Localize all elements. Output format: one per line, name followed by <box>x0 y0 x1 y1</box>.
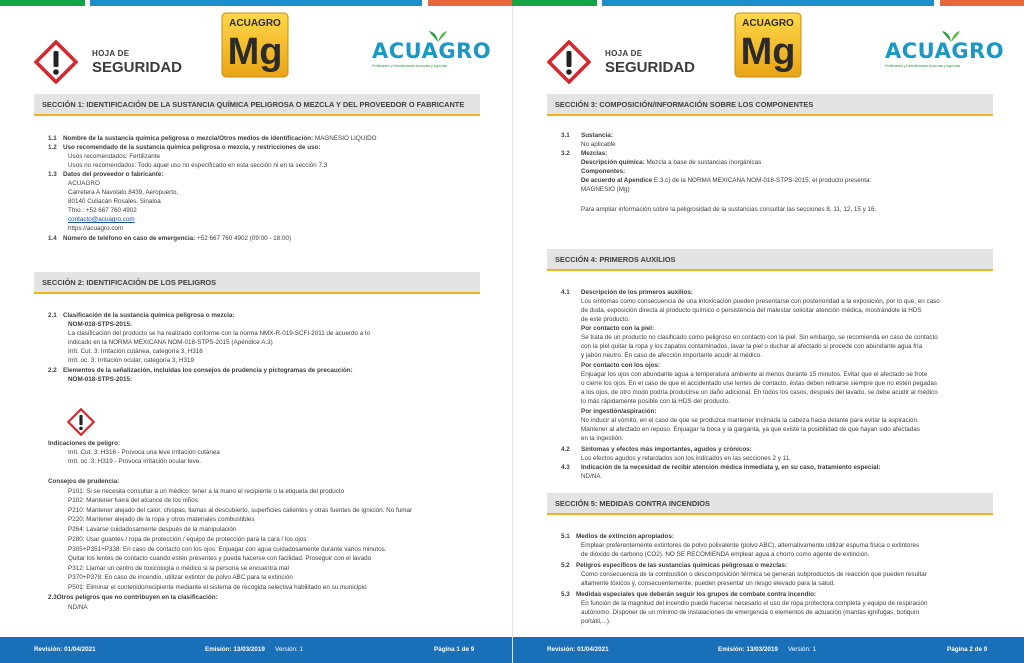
item-number: 1.1 <box>48 135 57 142</box>
item-5-3-text: autónomo. Disponer de un mínimo de instalaciones de emergencia o elementos de actuación (mantas ignífugas, botiquín <box>581 609 920 616</box>
item-1-4: Número de teléfono en caso de emergencia: +52 667 760 4902 (09:00 - 18:00) <box>63 235 292 242</box>
item-1-1-label: Nombre de la sustancia química peligrosa o mezcla/Otros medios de identificación: <box>63 135 314 142</box>
item-2-2-label: Elementos de la señalización, incluidas los consejos de prudencia y pictogramas de precaución: <box>63 367 353 374</box>
acuagro-logo <box>372 39 492 80</box>
skin-contact-text: y jabón neutro. En caso de afección importante acudir al médico. <box>581 352 762 359</box>
section-5-header <box>547 493 993 515</box>
acuagro-tagline: Fertilizantes y Desinfectantes Acuícolas y Agrícolas <box>372 64 448 68</box>
leaf-icon <box>428 30 448 42</box>
footer-page: Página 1 de 9 <box>434 646 475 653</box>
item-5-2-text: Como consecuencia de la combustión o descomposición térmica se generan subproductos de reacción que pueden resultar <box>581 571 927 578</box>
item-5-3-text: En función de la magnitud del incendio puede hacerse necesario el uso de ropa protectora completa y equipo de respiración <box>581 600 928 607</box>
item-1-3-label: Datos del proveedor o fabricante: <box>63 171 164 178</box>
eye-contact-text: Enjuagar los ojos con abundante agua a temperatura ambiente al menos durante 15 minutos. Evitar que el afectado se frote <box>581 371 928 378</box>
section-3-header <box>547 94 993 116</box>
acuagro-brand: ACUAGRO <box>372 39 492 63</box>
supplier-name: ACUAGRO <box>68 180 100 187</box>
footer-emission: Emisión: 13/03/2019 <box>205 646 265 653</box>
item-2-1-c: Irrit. Cut. 3: Irritación cutánea, categoría 3, H316 <box>68 348 203 355</box>
section-3-title: SECCIÓN 3: COMPOSICIÓN/INFORMACIÓN SOBRE LOS COMPONENTES <box>555 100 814 109</box>
advice-item: P101: Si se necesita consultar a un médico: tener a la mano el recipiente o la etiqueta del producto <box>68 488 345 495</box>
header-title <box>92 50 182 75</box>
skin-contact-label: Por contacto con la piel: <box>581 325 655 332</box>
mg-logo-top-text: ACUAGRO <box>229 18 281 29</box>
header-title-line2: SEGURIDAD <box>92 59 183 76</box>
advice-item: P305+P351+P338: En caso de contacto con los ojos: Enjuagar con agua cuidadosamente durante varios minutos. <box>68 546 387 553</box>
item-1-2-label: Uso recomendado de la sustancia química peligrosa o mezcla, y restricciones de uso: <box>63 144 321 151</box>
item-number: 1.2 <box>48 144 57 151</box>
exclamation-diamond-icon <box>67 408 95 436</box>
leaf-icon <box>941 30 961 42</box>
advice-item: P220: Mantener alejado de la ropa y otros materiales combustibles <box>68 516 255 523</box>
section-1-header <box>34 94 480 116</box>
item-2-3-value: ND/NA <box>68 604 88 611</box>
eye-contact-text: a los ojos, de otro modo podría producirse un daño adicional. En todos los casos, después del lavado, se debe acudir al médico <box>581 389 938 396</box>
section-2-title: SECCIÓN 2: IDENTIFICACIÓN DE LOS PELIGROS <box>42 278 217 287</box>
item-4-3-value: ND/NA <box>581 473 601 480</box>
item-2-1-b: indicado en la NORMA MEXICANA NOM-018-STPS-2015 (Apéndice A.3) <box>68 339 273 346</box>
header-title-line2: SEGURIDAD <box>605 59 696 76</box>
first-aid-intro: de duda, exposición directa al producto químico o persistencia del malestar solicitar atención médica, mostrándole la HDS <box>581 307 922 314</box>
item-4-1-label: Descripción de los primeros auxilios: <box>581 289 693 296</box>
item-5-1-label: Medios de extinción apropiados: <box>576 533 674 540</box>
supplier-email-link[interactable]: contacto@acuagro.com <box>68 216 135 223</box>
advice-item: P280: Usar guantes / ropa de protección / equipo de protección para la cara / los ojos <box>68 536 307 543</box>
item-number: 5.1 <box>561 533 570 540</box>
item-2-1-std: NOM-018-STPS-2015: <box>68 321 133 328</box>
item-5-1-text: Emplear preferentemente extintores de polvo polivalente (polvo ABC), alternativamente utilizar espuma física o extintores <box>581 542 920 549</box>
hazard-indications-label: Indicaciones de peligro: <box>48 440 121 447</box>
advice-item: P264: Lavarse cuidadosamente después de la manipulación <box>68 526 237 533</box>
advice-item: Quitar los lentes de contacto cuando estén presentes y pueda hacerse con facilidad. Proseguir con el lavado <box>68 555 372 562</box>
mg-product-logo <box>221 12 289 78</box>
footer-revision: Revisión: 01/04/2021 <box>34 646 96 653</box>
item-1-1-value: MAGNESIO LIQUIDO <box>314 135 377 142</box>
item-3-2-label: Mezclas: <box>581 150 608 157</box>
item-2-1-d: Irrit. oc. 3: Irritación ocular, categoría 3, H319 <box>68 357 194 364</box>
item-3-1-value: No aplicable <box>581 141 616 148</box>
item-number: 3.1 <box>561 132 570 139</box>
page-1 <box>0 6 512 663</box>
advice-item: P312: Llamar un centro de toxicología o médico si la persona se encuentra mal <box>68 565 289 572</box>
item-number: 4.1 <box>561 289 570 296</box>
item-3-1-label: Sustancia: <box>581 132 613 139</box>
ingestion-text: en la ingestión. <box>581 435 624 442</box>
section-4-header <box>547 249 993 271</box>
advice-item: P501: Eliminar el contenido/recipiente mediante el sistema de recogida selectiva habilitado en su municipio <box>68 584 367 591</box>
ingestion-text: No inducir al vómito, en el caso de que se produzca mantener inclinada la cabeza hacia delante para evitar la aspiración. <box>581 417 919 424</box>
item-number: 5.3 <box>561 591 570 598</box>
section-5-title: SECCIÓN 5: MEDIDAS CONTRA INCENDIOS <box>555 499 710 508</box>
hazard-indication-a: Irrit. Cut. 3: H316 - Provoca una leve irritación cutánea <box>68 449 220 456</box>
first-aid-intro: Los síntomas como consecuencia de una intoxicación pueden presentarse con posterioridad a la exposición, por lo que, en caso <box>581 298 940 305</box>
exclamation-diamond-icon <box>547 40 591 84</box>
mg-product-logo <box>734 12 802 78</box>
eye-contact-label: Por contacto con los ojos: <box>581 362 661 369</box>
supplier-address-1: Carretera A Navolato 8439, Aeropuerto, <box>68 189 179 196</box>
skin-contact-text: con la piel quitar la ropa y los zapatos contaminados, lavar la piel o duchar al afectado si procede con abundante agua fría <box>581 343 923 350</box>
item-number: 4.2 <box>561 446 570 453</box>
acuagro-brand: ACUAGRO <box>885 39 1005 63</box>
components-label: Componentes: <box>581 168 626 175</box>
item-4-2-label: Síntomas y efectos más importantes, agudos y crónicos: <box>581 446 752 453</box>
exclamation-diamond-icon <box>34 40 78 84</box>
mg-logo-symbol: Mg <box>740 31 796 73</box>
footer-version: Versión: 1 <box>275 646 304 653</box>
item-4-3-label: Indicación de la necesidad de recibir atención médica inmediata y, en su caso, tratamiento especial: <box>581 464 881 471</box>
item-number: 5.2 <box>561 562 570 569</box>
section-4-title: SECCIÓN 4: PRIMEROS AUXILIOS <box>555 255 676 264</box>
eye-contact-text: o cierre los ojos. En el caso de que el accidentado use lentes de contacto, éstas deben retirarse siempre que no estén pegadas <box>581 380 937 387</box>
advice-item: P370+P378: En caso de incendio, utilizar extintor de polvo ABC para la extinción <box>68 574 293 581</box>
page-2 <box>512 6 1024 663</box>
item-2-2-std: NOM-018-STPS-2015: <box>68 376 133 383</box>
footer-revision: Revisión: 01/04/2021 <box>547 646 609 653</box>
footer-version: Versión: 1 <box>788 646 817 653</box>
acuagro-tagline: Fertilizantes y Desinfectantes Acuícolas y Agrícolas <box>885 64 961 68</box>
precautionary-advice-label: Consejos de prudencia: <box>48 478 120 485</box>
more-info-note: Para ampliar información sobre la peligrosidad de la sustancias consultar las secciones 8, 11, 12, 15 y 16. <box>581 206 877 213</box>
header-title-line1: HOJA DE <box>92 49 130 58</box>
acuagro-logo <box>885 39 1005 80</box>
section-1-title: SECCIÓN 1: IDENTIFICACIÓN DE LA SUSTANCIA QUÍMICA PELIGROSA O MEZCLA Y DEL PROVEEDOR O FABRICANTE <box>42 100 465 109</box>
supplier-website[interactable]: https://acuagro.com <box>68 225 124 232</box>
skin-contact-text: Se trata de un producto no clasificado como peligroso en contacto con la piel. Sin embargo, se recomienda en caso de contacto <box>581 334 938 341</box>
supplier-phone: Tfno.: +52 667 760 4902 <box>68 207 137 214</box>
item-5-2-text: altamente tóxicos y, consecuentemente, pueden presentar un riesgo elevado para la salud. <box>581 580 836 587</box>
hazard-indication-b: Irrit. oc. 3: H319 - Provoca irritación ocular leve. <box>68 458 201 465</box>
item-number: 4.3 <box>561 464 570 471</box>
item-2-1-a: La clasificación del producto se ha realizado conforme con la norma NMX-R-019-SCFI-2011 de acuerdo a lo <box>68 330 370 337</box>
eye-contact-text: lo más rápidamente posible con la HDS del producto. <box>581 398 730 405</box>
advice-item: P102: Mantener fuera del alcance de los niños <box>68 497 198 504</box>
supplier-address-2: 80140 Culiacán Rosales, Sinaloa <box>68 198 161 205</box>
first-aid-intro: de este producto. <box>581 316 630 323</box>
item-5-1-text: de dióxido de carbono (CO2). NO SE RECOMIENDA emplear agua a chorro como agente de extinción. <box>581 551 870 558</box>
item-4-2-value: Los efectos agudos y retardados son los indicados en las secciones 2 y 11. <box>581 455 791 462</box>
item-5-2-label: Peligros específicos de las sustancias químicas peligrosas o mezclas: <box>576 562 788 569</box>
header-title-line1: HOJA DE <box>605 49 643 58</box>
item-1-2-b: Usos no recomendados: Todo aquel uso no especificado en esta sección ni en la sección 7.3 <box>68 162 328 169</box>
footer-emission: Emisión: 13/03/2019 <box>718 646 778 653</box>
section-2-header <box>34 272 480 294</box>
item-number: 1.3 <box>48 171 57 178</box>
item-number: 3.2 <box>561 150 570 157</box>
item-1-2-a: Usos recomendados: Fertilizante <box>68 153 161 160</box>
item-5-3-text: portátil,...). <box>581 618 611 625</box>
advice-item: P210: Mantener alejado del calor, chispas, llamas al descubierto, superficies calientes y otras fuentes de ignición. No fumar <box>68 507 413 514</box>
header-title <box>605 50 695 75</box>
page-1-footer <box>0 637 512 663</box>
ingestion-label: Por ingestión/aspiración: <box>581 408 657 415</box>
item-number: 2.1 <box>48 312 57 319</box>
mg-logo-top-text: ACUAGRO <box>742 18 794 29</box>
page-2-footer <box>513 637 1024 663</box>
component-mg: MAGNESIO (Mg) <box>581 186 630 193</box>
item-1-1 <box>63 135 377 143</box>
ingestion-text: Mantener al afectado en reposo. Enjuagar la boca y la garganta, ya que existe la posibilidad de que hayan sido afectadas <box>581 426 920 433</box>
mg-logo-symbol: Mg <box>227 31 283 73</box>
item-number: 2.2 <box>48 367 57 374</box>
item-2-1-label: Clasificación de la sustancia química peligrosa o mezcla: <box>63 312 235 319</box>
item-number: 1.4 <box>48 235 57 242</box>
item-5-3-label: Medidas especiales que deberán seguir los grupos de combate contra incendio: <box>576 591 817 598</box>
footer-page: Página 2 de 9 <box>947 646 988 653</box>
item-2-3-label: 2.3Otros peligros que no contribuyen en la clasificación: <box>48 594 218 601</box>
chemical-description: Descripción química: Mezcla a base de sustancias inorgánicas <box>581 159 762 166</box>
components-appendix: De acuerdo al Apendice E.3.c) de la NORMA MEXICANA NOM-018-STPS-2015, el producto presenta: <box>581 177 872 184</box>
